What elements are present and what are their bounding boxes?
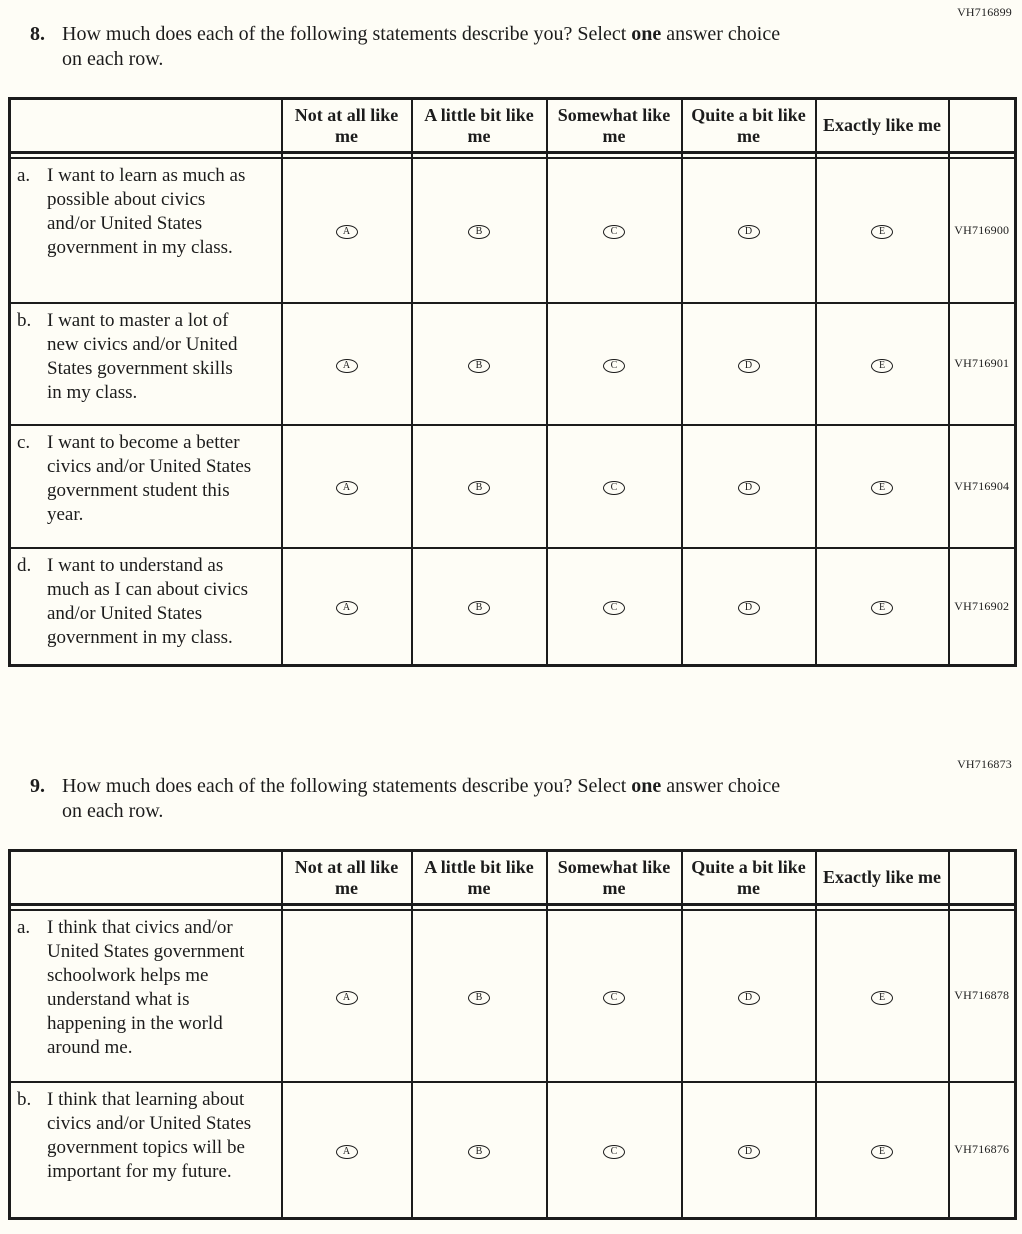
- column-header-exactly-like: Exactly like me: [816, 851, 949, 905]
- statement-cell: [10, 1082, 282, 1219]
- table-row: [10, 303, 1016, 425]
- row-label: b.: [17, 309, 32, 331]
- column-header-quite-a-bit: Quite a bit like me: [682, 99, 816, 153]
- question-prompt-post: answer choice on each row.: [62, 23, 781, 70]
- question-prompt-pre: How much does each of the following statements describe you? Select: [62, 775, 632, 797]
- row-statement: I want to learn as much as possible about civics and/or United States government in my class.: [47, 164, 246, 258]
- table-row: [10, 1082, 1016, 1219]
- column-header-not-at-all: Not at all like me: [282, 851, 412, 905]
- row-statement: I want to understand as much as I can about civics and/or United States government in my class.: [47, 554, 249, 648]
- answer-bubble-d[interactable]: D: [738, 1145, 760, 1159]
- row-label: a.: [17, 916, 31, 938]
- answer-bubble-a[interactable]: A: [336, 359, 358, 373]
- answer-bubble-b[interactable]: B: [468, 991, 490, 1005]
- answer-bubble-e[interactable]: E: [871, 481, 893, 495]
- row-ref-code: VH716876: [949, 1082, 1016, 1219]
- row-ref-code: VH716902: [949, 548, 1016, 666]
- question-8-table: [8, 97, 1017, 667]
- row-statement: I want to become a better civics and/or United States government student this year.: [47, 431, 252, 525]
- row-label: d.: [17, 554, 32, 576]
- table-row: [10, 425, 1016, 548]
- question-prompt-bold: one: [631, 775, 662, 797]
- row-ref-code: VH716904: [949, 425, 1016, 548]
- row-label: b.: [17, 1088, 32, 1110]
- answer-bubble-b[interactable]: B: [468, 359, 490, 373]
- row-ref-code: VH716878: [949, 910, 1016, 1082]
- question-prompt-pre: How much does each of the following statements describe you? Select: [62, 23, 632, 45]
- column-header-somewhat: Somewhat like me: [547, 851, 682, 905]
- question-prompt: [62, 22, 790, 72]
- question-9-table: [8, 849, 1017, 1220]
- answer-bubble-b[interactable]: B: [468, 225, 490, 239]
- answer-bubble-c[interactable]: C: [603, 601, 625, 615]
- answer-bubble-a[interactable]: A: [336, 1145, 358, 1159]
- column-header-somewhat: Somewhat like me: [547, 99, 682, 153]
- statement-column-header: [10, 851, 282, 905]
- column-header-a-little-bit: A little bit like me: [412, 851, 547, 905]
- question-ref-code: VH716899: [957, 5, 1012, 19]
- answer-bubble-d[interactable]: D: [738, 359, 760, 373]
- row-label: c.: [17, 431, 31, 453]
- header-row: [10, 851, 1016, 905]
- question-prompt-post: answer choice on each row.: [62, 775, 781, 822]
- question-prompt: [62, 774, 790, 824]
- answer-bubble-d[interactable]: D: [738, 481, 760, 495]
- statement-cell: [10, 158, 282, 303]
- question-prompt-bold: one: [631, 23, 662, 45]
- statement-cell: [10, 910, 282, 1082]
- column-header-a-little-bit: A little bit like me: [412, 99, 547, 153]
- answer-bubble-a[interactable]: A: [336, 225, 358, 239]
- answer-bubble-b[interactable]: B: [468, 1145, 490, 1159]
- row-statement: I want to master a lot of new civics and/or United States government skills in my class.: [47, 309, 238, 403]
- answer-bubble-c[interactable]: C: [603, 1145, 625, 1159]
- answer-bubble-c[interactable]: C: [603, 991, 625, 1005]
- table-row: [10, 910, 1016, 1082]
- answer-bubble-c[interactable]: C: [603, 481, 625, 495]
- statement-cell: [10, 425, 282, 548]
- statement-cell: [10, 303, 282, 425]
- answer-bubble-a[interactable]: A: [336, 481, 358, 495]
- statement-cell: [10, 548, 282, 666]
- row-ref-code: VH716900: [949, 158, 1016, 303]
- answer-bubble-d[interactable]: D: [738, 225, 760, 239]
- answer-bubble-a[interactable]: A: [336, 991, 358, 1005]
- header-row: [10, 99, 1016, 153]
- column-header-not-at-all: Not at all like me: [282, 99, 412, 153]
- answer-bubble-e[interactable]: E: [871, 225, 893, 239]
- question-8: [30, 22, 790, 72]
- answer-bubble-c[interactable]: C: [603, 225, 625, 239]
- table-row: [10, 548, 1016, 666]
- answer-bubble-e[interactable]: E: [871, 1145, 893, 1159]
- column-header-quite-a-bit: Quite a bit like me: [682, 851, 816, 905]
- answer-bubble-c[interactable]: C: [603, 359, 625, 373]
- question-number: 8.: [30, 23, 45, 45]
- question-ref-code: VH716873: [957, 757, 1012, 771]
- answer-bubble-a[interactable]: A: [336, 601, 358, 615]
- answer-bubble-b[interactable]: B: [468, 481, 490, 495]
- row-statement: I think that learning about civics and/or United States government topics will be important for my future.: [47, 1088, 252, 1182]
- answer-bubble-e[interactable]: E: [871, 991, 893, 1005]
- statement-column-header: [10, 99, 282, 153]
- row-label: a.: [17, 164, 31, 186]
- answer-bubble-e[interactable]: E: [871, 601, 893, 615]
- question-number: 9.: [30, 775, 45, 797]
- row-statement: I think that civics and/or United States government schoolwork helps me understand what is happening in the world around me.: [47, 916, 245, 1058]
- row-ref-code: VH716901: [949, 303, 1016, 425]
- answer-bubble-d[interactable]: D: [738, 991, 760, 1005]
- answer-bubble-e[interactable]: E: [871, 359, 893, 373]
- answer-bubble-d[interactable]: D: [738, 601, 760, 615]
- question-9: [30, 774, 790, 824]
- code-column-header: [949, 99, 1016, 153]
- answer-bubble-b[interactable]: B: [468, 601, 490, 615]
- column-header-exactly-like: Exactly like me: [816, 99, 949, 153]
- table-row: [10, 158, 1016, 303]
- code-column-header: [949, 851, 1016, 905]
